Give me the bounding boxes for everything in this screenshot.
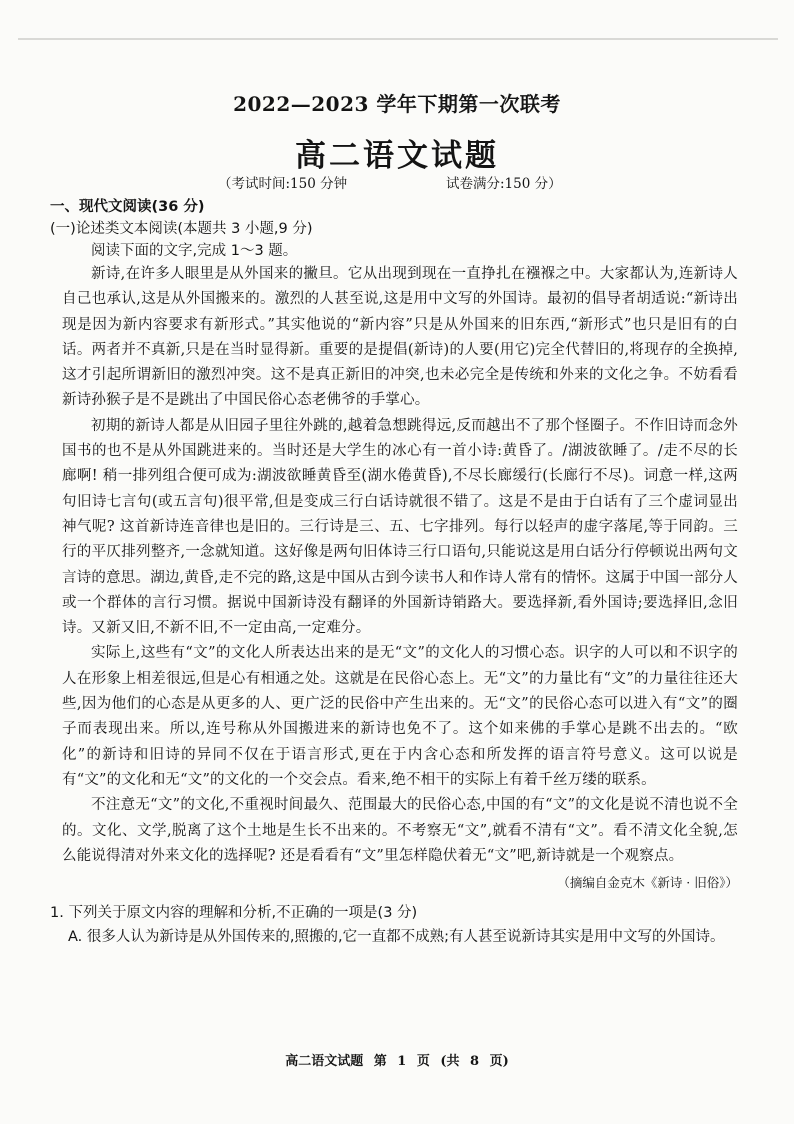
scan-edge-line <box>18 38 778 40</box>
exam-title: 2022—2023 学年下期第一次联考 <box>233 92 561 116</box>
full-score: 试卷满分:150 分） <box>446 176 562 192</box>
question-1-option-a: A. 很多人认为新诗是从外国传来的,照搬的,它一直都不成熟;有人甚至说新诗其实是用中文写的外国诗。 <box>68 929 725 946</box>
passage-paragraph-2: 初期的新诗人都是从旧园子里往外跳的,越着急想跳得远,反而越出不了那个怪圈子。不作旧诗而念外国书的也不是从外国跳进来的。当时还是大学生的冰心有一首小诗:黄昏了。/湖波欲睡了。/走不尽的长廊啊! 稍一排列组合便可成为:湖波欲睡黄昏至(湖水倦黄昏),不尽长廊缓行(长廊行不尽)。词意一样,这两句旧诗七言句(或五言句)很平常,但是变成三行白话诗就很不错了。这是不是由于白话有了三个虚词显出神气呢? 这首新诗连音律也是旧的。三行诗是三、五、七字排列。每行以轻声的虚字落尾,等于同韵。三行的平仄排列整齐,一念就知道。这好像是两句旧体诗三行口语句,只能说这是用白话分行停顿说出两句文言诗的意思。湖边,黄昏,走不完的路,这是中国从古到今读书人和作诗人常有的情怀。这属于中国一部分人或一个群体的言行习惯。据说中国新诗没有翻译的外国新诗销路大。要选择新,看外国诗;要选择旧,念旧诗。又新又旧,不新不旧,不一定由高,一定难分。 <box>62 417 738 637</box>
page-footer: 高二语文试题 第 1 页 (共 8 页) <box>285 1054 509 1069</box>
reading-section <box>50 196 738 950</box>
passage-paragraph-4: 不注意无“文”的文化,不重视时间最久、范围最大的民俗心态,中国的有“文”的文化是说不清也说不全的。文化、文学,脱离了这个土地是生长不出来的。不考察无“文”,就看不清有“文”。看不清文化全貌,怎么能说得清对外来文化的选择呢? 还是看看有“文”里怎样隐伏着无“文”吧,新诗就是一个观察点。 <box>62 797 738 864</box>
section-subheading: (一)论述类文本阅读(本题共 3 小题,9 分) <box>50 221 313 237</box>
section-heading: 一、现代文阅读(36 分) <box>50 199 205 215</box>
passage-paragraph-3: 实际上,这些有“文”的文化人所表达出来的是无“文”的文化人的习惯心态。识字的人可以和不识字的人在形象上相差很远,但是心有相通之处。这就是在民俗心态上。无“文”的力量比有“文”的力量往往还大些,因为他们的心态是从更多的人、更广泛的民俗中产生出来的。无“文”的民俗心态可以进入有“文”的圈子而表现出来。所以,连号称从外国搬进来的新诗也免不了。这个如来佛的手掌心是跳不出去的。“欧化”的新诗和旧诗的异同不仅在于语言形式,更在于内含心态和所发挥的语言符号意义。这可以说是有“文”的文化和无“文”的文化的一个交会点。看来,绝不相干的实际上有着千丝万缕的联系。 <box>62 645 738 788</box>
question-1: 1. 下列关于原文内容的理解和分析,不正确的一项是(3 分) <box>50 905 418 922</box>
subject-title: 高二语文试题 <box>295 138 499 174</box>
passage-paragraph-1: 新诗,在许多人眼里是从外国来的撇旦。它从出现到现在一直挣扎在襁褓之中。大家都认为,连新诗人自己也承认,这是从外国搬来的。激烈的人甚至说,这是用中文写的外国诗。最初的倡导者胡适说:“新诗出现是因为新内容要求有新形式。”其实他说的“新内容”只是从外国来的旧东西,“新形式”也只是旧有的白话。两者并不真新,只是在当时显得新。重要的是提倡(新诗)的人要(用它)完全代替旧的,将现存的全换掉,这才引起所谓新旧的激烈冲突。这不是真正新旧的冲突,也未必完全是传统和外来的文化之争。不妨看看新诗孙猴子是不是跳出了中国民俗心态老佛爷的手掌心。 <box>62 266 738 409</box>
reading-instruction: 阅读下面的文字,完成 1～3 题。 <box>91 243 298 259</box>
exam-time: （考试时间:150 分钟 <box>218 176 348 192</box>
passage-source: （摘编自金克木《新诗 · 旧俗》） <box>557 875 738 891</box>
